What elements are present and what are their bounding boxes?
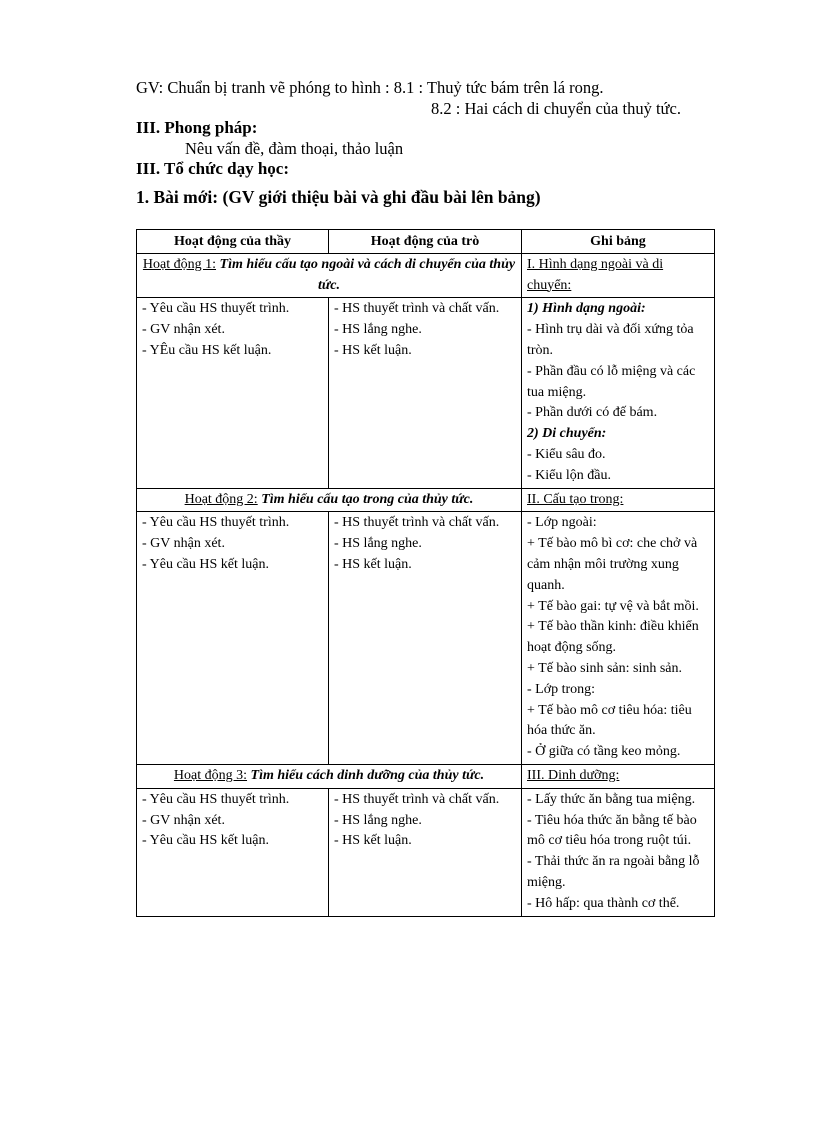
board-note: + Tế bào sinh sản: sinh sản. (527, 660, 683, 676)
teacher-activity-cell (137, 788, 329, 916)
board-section-title: I. Hình dạng ngoài và di chuyển: (527, 256, 664, 293)
student-item: - HS thuyết trình và chất vấn. (334, 791, 500, 807)
board-note: - Lớp trong: (527, 681, 596, 697)
teacher-item: - Yêu cầu HS thuyết trình. (142, 791, 290, 807)
activity-content-row (137, 512, 715, 765)
board-section-title: III. Dinh dưỡng: (527, 767, 620, 783)
activity-label: Hoạt động 1: (142, 256, 217, 272)
method-text: Nêu vấn đề, đàm thoại, thảo luận (185, 139, 404, 158)
student-item: - HS kết luận. (334, 556, 412, 572)
gv-preparation-line-2: 8.2 : Hai cách di chuyển của thuỷ tức. (431, 99, 681, 118)
board-notes-cell (522, 298, 715, 488)
header-teacher: Hoạt động của thầy (137, 230, 329, 254)
board-section-cell (522, 253, 715, 298)
board-section-cell (522, 764, 715, 788)
student-activity-cell (329, 512, 522, 765)
activity-title-row (137, 764, 715, 788)
board-note: - Thải thức ăn ra ngoài bằng lỗ miệng. (527, 854, 700, 890)
student-item: - HS kết luận. (334, 342, 412, 358)
teacher-item: - GV nhận xét. (142, 322, 225, 338)
teacher-item: - YÊu cầu HS kết luận. (142, 342, 272, 358)
table-header-row (137, 230, 715, 254)
board-note: + Tế bào mô cơ tiêu hóa: tiêu hóa thức ăn. (527, 702, 692, 739)
board-note: - Phần dưới có đế bám. (527, 405, 658, 421)
student-item: - HS kết luận. (334, 833, 412, 849)
board-note: - Kiểu lộn đầu. (527, 467, 611, 483)
teacher-item: - GV nhận xét. (142, 536, 225, 552)
board-note: - Hô hấp: qua thành cơ thể. (527, 895, 680, 911)
board-subheading: 2) Di chuyển: (527, 426, 607, 442)
teacher-item: - Yêu cầu HS thuyết trình. (142, 301, 290, 317)
header-board: Ghi bảng (522, 230, 715, 254)
activity-title (137, 764, 522, 788)
board-section-cell (522, 488, 715, 512)
activity-description: Tìm hiểu cách dinh dưỡng của thủy tức. (250, 767, 485, 783)
board-note: + Tế bào gai: tự vệ và bắt mồi. (527, 598, 699, 614)
teacher-item: - GV nhận xét. (142, 812, 225, 828)
board-note: + Tế bào thần kinh: điều khiển hoạt động sống. (527, 619, 699, 656)
board-notes-cell (522, 788, 715, 916)
gv-preparation-line: GV: Chuẩn bị tranh vẽ phóng to hình : 8.1 : Thuỷ tức bám trên lá rong. (136, 78, 604, 97)
organization-heading: III. Tổ chức dạy học: (136, 159, 289, 178)
student-activity-cell (329, 788, 522, 916)
board-section-title: II. Cấu tạo trong: (527, 491, 624, 507)
method-heading: III. Phong pháp: (136, 118, 258, 137)
board-note: - Ở giữa có tầng keo mỏng. (527, 744, 681, 760)
student-item: - HS lắng nghe. (334, 322, 422, 338)
activity-title (137, 488, 522, 512)
activity-title-row (137, 488, 715, 512)
board-note: + Tế bào mô bì cơ: che chở và cảm nhận môi trường xung quanh. (527, 536, 698, 593)
header-student: Hoạt động của trò (329, 230, 522, 254)
activity-description: Tìm hiểu cấu tạo trong của thủy tức. (261, 491, 474, 507)
lesson-table (136, 229, 715, 917)
board-note: - Phần đầu có lỗ miệng và các tua miệng. (527, 363, 696, 400)
board-note: - Tiêu hóa thức ăn bằng tế bào mô cơ tiêu hóa trong ruột túi. (527, 812, 697, 849)
teacher-activity-cell (137, 512, 329, 765)
student-item: - HS lắng nghe. (334, 812, 422, 828)
activity-title-row (137, 253, 715, 298)
student-item: - HS thuyết trình và chất vấn. (334, 301, 500, 317)
student-item: - HS lắng nghe. (334, 536, 422, 552)
activity-title (137, 253, 522, 298)
teacher-activity-cell (137, 298, 329, 488)
activity-label: Hoạt động 3: (173, 767, 248, 783)
board-subheading: 1) Hình dạng ngoài: (527, 301, 646, 317)
board-note: - Hình trụ dài và đối xứng tỏa tròn. (527, 322, 694, 358)
activity-label: Hoạt động 2: (184, 491, 258, 507)
activity-content-row (137, 788, 715, 916)
student-activity-cell (329, 298, 522, 488)
board-note: - Lấy thức ăn bằng tua miệng. (527, 791, 696, 807)
board-notes-cell (522, 512, 715, 765)
student-item: - HS thuyết trình và chất vấn. (334, 515, 500, 531)
teacher-item: - Yêu cầu HS kết luận. (142, 556, 269, 572)
board-note: - Lớp ngoài: (527, 515, 597, 531)
teacher-item: - Yêu cầu HS kết luận. (142, 833, 269, 849)
teacher-item: - Yêu cầu HS thuyết trình. (142, 515, 290, 531)
board-note: - Kiểu sâu đo. (527, 446, 606, 462)
activity-content-row (137, 298, 715, 488)
activity-description: Tìm hiểu cấu tạo ngoài và cách di chuyển của thủy tức. (219, 256, 516, 293)
lesson-heading: 1. Bài mới: (GV giới thiệu bài và ghi đầu bài lên bảng) (136, 187, 541, 207)
